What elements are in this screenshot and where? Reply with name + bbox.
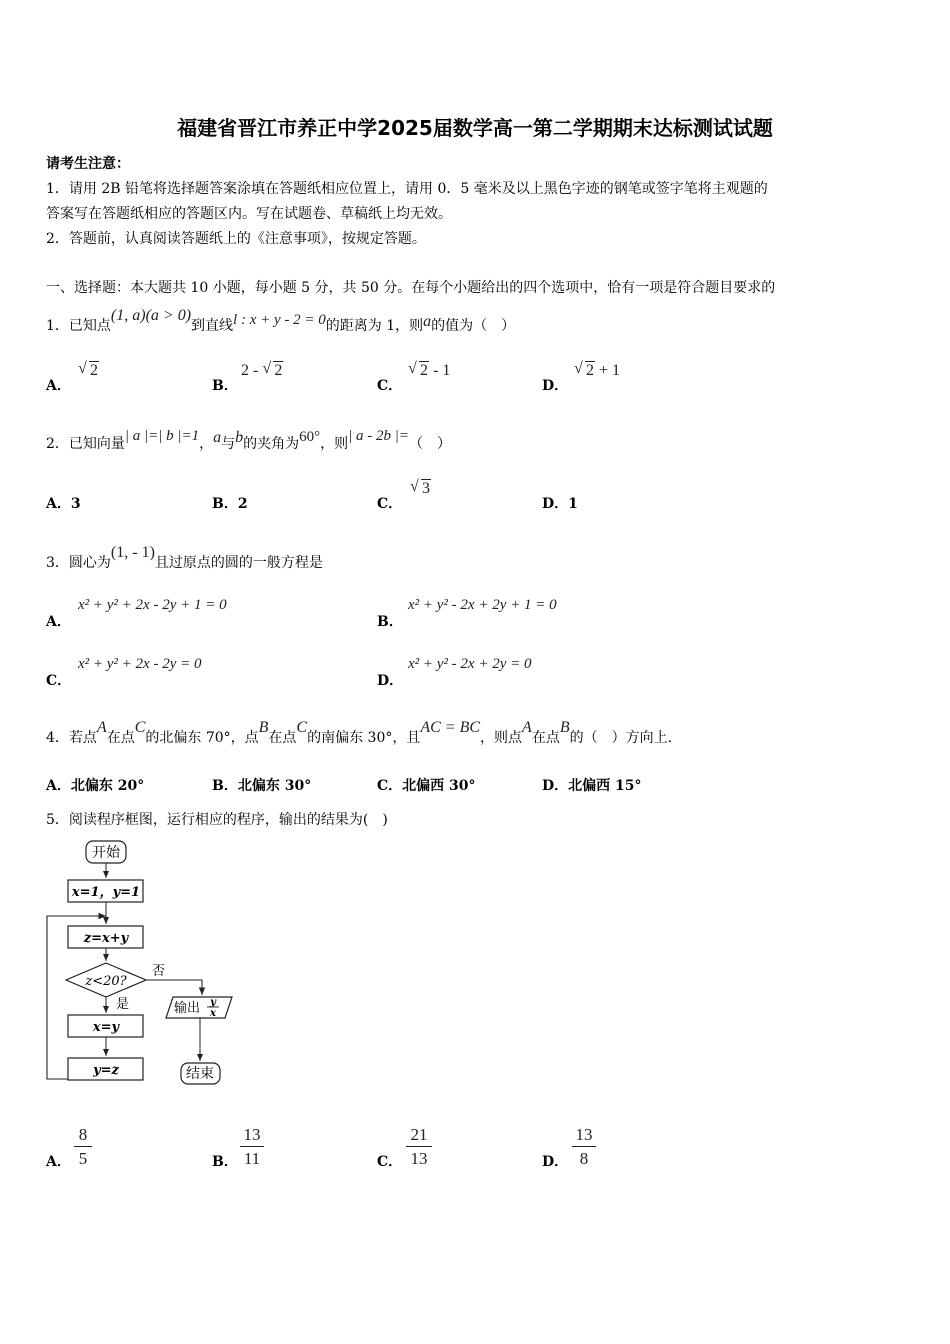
question-number: 4．: [46, 730, 69, 746]
q3-option-c-value: x² + y² + 2x - 2y = 0: [78, 656, 202, 672]
page-title: 福建省晋江市养正中学2025届数学高一第二学期期末达标测试试题: [177, 116, 773, 140]
question-number: 2．: [46, 436, 69, 452]
q4-point-b: B: [559, 719, 570, 736]
flow-decision-text: z<20?: [85, 974, 127, 989]
flow-xy-text: x=y: [92, 1020, 120, 1035]
notice-line1b: 答案写在答题纸相应的答题区内。写在试题卷、草稿纸上均无效。: [46, 206, 452, 222]
q2-vec-b: b: [235, 429, 244, 446]
question-4-stem: 4．若点A在点C的北偏东 70°，点B在点C的南偏东 30°，且AC = BC，则点A在点B的（ ）方向上.: [46, 719, 673, 746]
q2-option-a: A．3: [46, 496, 81, 512]
q3-center: (1, - 1): [110, 544, 155, 561]
question-1-stem: [46, 307, 516, 335]
q1-text: 到直线: [191, 318, 234, 334]
q2-angle: 60°: [299, 429, 321, 445]
q4-point-a: A: [96, 719, 107, 736]
q3-option-c-label: C．: [46, 673, 72, 689]
q4-option-c: C．北偏西 30°: [377, 778, 476, 794]
q5-option-d-fraction: $\frac{13}{8}$: [572, 1124, 596, 1171]
section-heading: 一、选择题：本大题共 10 小题，每小题 5 分，共 50 分。在每个小题给出的四个选项中，恰有一项是符合题目要求的: [46, 280, 776, 296]
flow-output-numerator: y: [210, 997, 216, 1008]
flow-yes-label: 是: [116, 997, 130, 1012]
flow-assign-text: z=x+y: [83, 931, 129, 946]
q3-option-b-label: B．: [377, 614, 403, 630]
q3-option-d-value: x² + y² - 2x + 2y = 0: [408, 656, 532, 672]
q4-point-c: C: [134, 719, 146, 736]
q4-equality: AC = BC: [420, 719, 481, 736]
q3-option-d-label: D．: [377, 673, 404, 689]
q4-point-b: B: [258, 719, 269, 736]
q1-point-expr: (1, a)(a > 0): [110, 307, 192, 324]
q2-vec-a: a: [213, 429, 222, 446]
question-number: 1．: [46, 318, 69, 334]
q1-option-a-label: A．: [46, 378, 71, 394]
q1-option-c-value: √ 2 - 1: [408, 362, 450, 380]
question-3-stem: 3．圆心为(1, - 1)且过原点的圆的一般方程是: [46, 544, 323, 571]
q1-option-b-value: 2 - √ 2: [241, 362, 283, 380]
q2-norm-expr: | a |=| b |=1: [124, 428, 200, 444]
program-flowchart: [40, 835, 250, 1095]
q3-option-b-value: x² + y² - 2x + 2y + 1 = 0: [408, 597, 557, 613]
q5-option-a-label: A．: [46, 1154, 71, 1170]
q2-option-d: D．1: [542, 496, 578, 512]
question-number: 3．: [46, 555, 69, 571]
q4-point-c: C: [296, 719, 308, 736]
q5-option-b-fraction: $\frac{13}{11}$: [240, 1124, 264, 1171]
q1-line-expr: l : x + y - 2 = 0: [233, 312, 326, 328]
q2-option-c-value: √ 3: [410, 480, 431, 498]
q2-option-c-label: C．: [377, 496, 403, 512]
q5-option-b-label: B．: [212, 1154, 238, 1170]
flow-yz-text: y=z: [93, 1063, 119, 1078]
question-number: 5．: [46, 812, 69, 828]
q1-var-a: a: [423, 313, 432, 330]
q2-option-b: B．2: [212, 496, 248, 512]
flow-output-text: 输出: [174, 1001, 201, 1016]
q2-target-expr: | a - 2b |=: [348, 428, 410, 444]
q4-option-a: A．北偏东 20°: [46, 778, 145, 794]
q1-text: 已知点: [68, 318, 111, 334]
question-2-stem: 2．已知向量| a |=| b |=1，a与b的夹角为60°，则| a - 2b |=（ ）: [46, 428, 452, 452]
flow-no-label: 否: [152, 964, 166, 979]
flow-output-denominator: x: [210, 1008, 216, 1019]
q5-option-c-fraction: $\frac{21}{13}$: [406, 1124, 432, 1171]
notice-line1a: 1．请用 2B 铅笔将选择题答案涂填在答题纸相应位置上，请用 0．5 毫米及以上黑色字迹的钢笔或签字笔将主观题的: [46, 181, 768, 197]
q5-option-d-label: D．: [542, 1154, 569, 1170]
notice-line2: 2．答题前，认真阅读答题纸上的《注意事项》，按规定答题。: [46, 231, 426, 247]
q1-option-d-value: √ 2 + 1: [574, 362, 620, 380]
q1-option-a-value: √ 2: [78, 362, 99, 380]
q4-point-a: A: [522, 719, 532, 736]
flow-end-text: 结束: [186, 1066, 214, 1082]
q3-option-a-label: A．: [46, 614, 71, 630]
q5-option-c-label: C．: [377, 1154, 403, 1170]
q1-option-c-label: C．: [377, 378, 403, 394]
question-5-stem: 5．阅读程序框图，运行相应的程序，输出的结果为( ): [46, 812, 388, 828]
notice-heading: 请考生注意：: [46, 156, 130, 172]
q4-option-d: D．北偏西 15°: [542, 778, 642, 794]
q1-option-d-label: D．: [542, 378, 569, 394]
q1-text: 的距离为 1，则: [325, 318, 424, 334]
q1-option-b-label: B．: [212, 378, 238, 394]
flow-init-text: x=1，y=1: [71, 885, 141, 900]
q3-option-a-value: x² + y² + 2x - 2y + 1 = 0: [78, 597, 227, 613]
q4-option-b: B．北偏东 30°: [212, 778, 312, 794]
q1-text: 的值为（ ）: [431, 318, 516, 334]
flow-start-text: 开始: [92, 845, 120, 861]
q5-option-a-fraction: $\frac{8}{5}$: [74, 1124, 92, 1171]
